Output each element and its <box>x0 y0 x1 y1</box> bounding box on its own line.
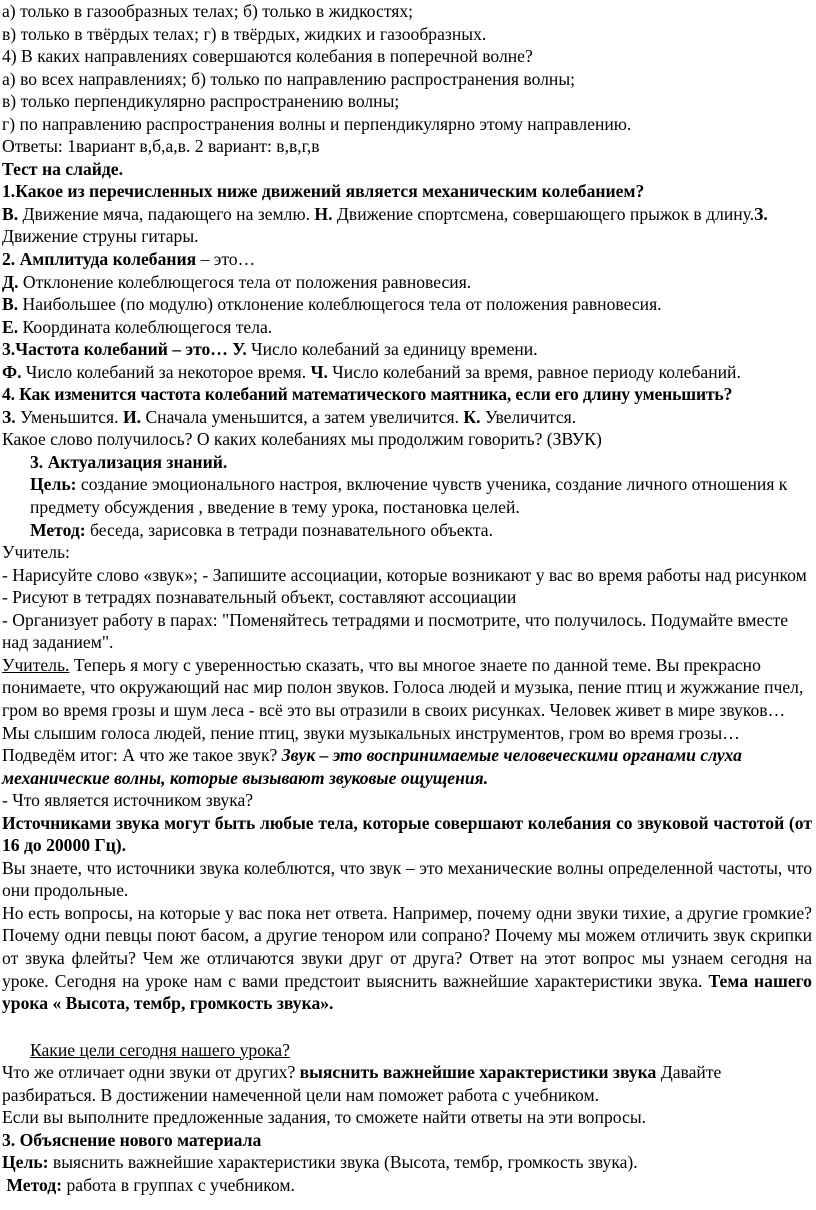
option-letter: З. <box>2 406 16 427</box>
difference-paragraph <box>2 1061 812 1106</box>
source-question: - Что является источником звука? <box>2 790 254 811</box>
difference-rest: Давайте разбираться. В достижении намеченной цели нам поможет работа с учебником. <box>2 1062 722 1105</box>
option-letter: З. <box>754 203 768 224</box>
option-letter: Д. <box>2 271 19 292</box>
option-letter: И. <box>122 406 142 427</box>
option-letter: В. <box>2 294 19 315</box>
teacher-label: Учитель: <box>2 542 70 563</box>
option-letter: Е. <box>2 316 19 337</box>
option-text: Движение струны гитары. <box>2 226 199 247</box>
bullet-item: - Организует работу в парах: "Поменяйтесь тетрадями и посмотрите, что получилось. Подумайте вместе над заданием". <box>2 609 789 653</box>
section-4-title: 3. Объяснение нового материала <box>2 1129 262 1150</box>
test-answer <box>2 361 812 384</box>
answer-options-line: г) по направлению распространения волны и перпендикулярно этому направлению. <box>2 113 632 134</box>
goal-text: создание эмоционального настроя, включение чувств ученика, создание личного отношения к предмету обсуждения , введение в тему урока, постановка целей. <box>30 474 788 518</box>
test-heading: Тест на слайде. <box>2 158 123 179</box>
method-text: беседа, зарисовка в тетради познавательного объекта. <box>85 519 493 540</box>
test-question-3 <box>2 338 812 361</box>
section-3-method <box>2 519 812 542</box>
option-text: Увеличится. <box>480 406 577 427</box>
test-question-1: 1.Какое из перечисленных ниже движений является механическим колебанием? <box>2 181 645 202</box>
question-bold: 3.Частота колебаний – это… <box>2 339 233 360</box>
test-answers-1 <box>2 203 812 248</box>
teacher-paragraph <box>2 654 812 744</box>
option-letter: Н. <box>314 203 333 224</box>
method-label: Метод: <box>30 519 86 540</box>
test-question-2 <box>2 248 812 271</box>
teacher-text: Теперь я могу с уверенностью сказать, что вы многое знаете по данной теме. Вы прекрасно понимаете, что окружающий нас мир полон звуков. Голоса людей и музыка, пение птиц и жужжание пчел, гром во время грозы и шум леса - всё это вы отразили в своих рисунках. Человек живет в мире звуков… Мы слышим голоса людей, пение птиц, звуки музыкальных инструментов, гром во время грозы… <box>2 654 804 743</box>
option-letter: В. <box>2 203 19 224</box>
know-paragraph: Вы знаете, что источники звука колеблются, что звук – это механические волны определенной частоты, что они продольные. <box>2 857 812 901</box>
test-answer <box>2 316 812 339</box>
goal-label: Цель: <box>30 474 77 495</box>
option-letter: Ч. <box>310 361 328 382</box>
questions-text: Но есть вопросы, на которые у вас пока нет ответа. Например, почему одни звуки тихие, а другие громкие? Почему одни певцы поют басом, а другие тенором или сопрано? Почему мы можем отличить звук скрипки от звука флейты? Чем же отличаются звуки друг от друга? Ответ на этот вопрос мы узнаем сегодня на уроке. Сегодня на уроке нам с вами предстоит выяснить важнейшие характеристики звука. <box>2 902 812 991</box>
option-text: Сначала уменьшится, а затем увеличится. <box>141 406 464 427</box>
bullet-item: - Нарисуйте слово «звук»; - Запишите ассоциации, которые возникают у вас во время работы над рисунком <box>2 564 807 585</box>
option-text: Число колебаний за время, равное периоду колебаний. <box>327 361 741 382</box>
option-text: Уменьшится. <box>15 406 123 427</box>
questions-paragraph <box>2 902 812 1015</box>
teacher-label-underlined: Учитель. <box>2 654 70 675</box>
answer-options-line: в) только в твёрдых телах; г) в твёрдых, жидких и газообразных. <box>2 23 487 44</box>
goal-label: Цель: <box>2 1152 49 1173</box>
word-question: Какое слово получилось? О каких колебаниях мы продолжим говорить? (ЗВУК) <box>2 429 602 450</box>
lesson-topic: Тема нашего урока « Высота, тембр, громкость звука». <box>2 970 812 1014</box>
bullet-item: - Рисуют в тетрадях познавательный объект, составляют ассоциации <box>2 587 517 608</box>
option-text: Координата колеблющегося тела. <box>18 316 273 337</box>
option-letter: Ф. <box>2 361 22 382</box>
question-4: 4) В каких направлениях совершаются колебания в поперечной волне? <box>2 46 533 67</box>
if-paragraph: Если вы выполните предложенные задания, то сможете найти ответы на эти вопросы. <box>2 1107 647 1128</box>
goals-question <box>2 1039 812 1062</box>
answer-options-line: в) только перпендикулярно распространению волны; <box>2 91 400 112</box>
option-text: Наибольшее (по модулю) отклонение колеблющегося тела от положения равновесия. <box>18 294 662 315</box>
sound-definition: Звук – это воспринимаемые человеческими органами слуха механические волны, которые вызывают звуковые ощущения. <box>2 745 742 788</box>
goals-question-text: Какие цели сегодня нашего урока? <box>30 1039 290 1060</box>
option-letter: У. <box>232 339 247 360</box>
option-text: Движение мяча, падающего на землю. <box>18 203 315 224</box>
option-letter: К. <box>463 406 481 427</box>
test-answer <box>2 406 812 429</box>
answer-options-line: а) во всех направлениях; б) только по направлению распространения волны; <box>2 68 576 89</box>
spacer <box>2 1015 812 1039</box>
option-text: Число колебаний за единицу времени. <box>246 339 538 360</box>
test-answer <box>2 293 812 316</box>
option-text: Движение спортсмена, совершающего прыжок в длину. <box>332 203 755 224</box>
section-4-method <box>2 1174 812 1197</box>
option-text: Отклонение колеблющегося тела от положения равновесия. <box>18 271 472 292</box>
source-answer: Источниками звука могут быть любые тела, которые совершают колебания со звуковой частотой (от 16 до 20000 Гц). <box>2 812 812 856</box>
section-4-goal <box>2 1151 812 1174</box>
summary-text: Подведём итог: А что же такое звук? <box>2 745 282 766</box>
test-answer <box>2 271 812 294</box>
section-3-goal <box>2 473 812 518</box>
summary-paragraph <box>2 744 812 789</box>
difference-text: Что же отличает одни звуки от других? <box>2 1062 300 1083</box>
answer-options-line: а) только в газообразных телах; б) только в жидкостях; <box>2 1 414 21</box>
section-3-title: 3. Актуализация знаний. <box>30 451 228 472</box>
goal-text: выяснить важнейшие характеристики звука (Высота, тембр, громкость звука). <box>48 1152 638 1173</box>
method-label: Метод: <box>6 1174 63 1195</box>
option-text: Число колебаний за некоторое время. <box>21 361 311 382</box>
question-bold: 2. Амплитуда колебания <box>2 249 197 270</box>
method-text: работа в группах с учебником. <box>62 1174 295 1195</box>
question-rest: – это… <box>196 249 256 270</box>
answers-line: Ответы: 1вариант в,б,а,в. 2 вариант: в,в,г,в <box>2 136 320 157</box>
test-question-4: 4. Как изменится частота колебаний математического маятника, если его длину уменьшить? <box>2 384 733 405</box>
difference-bold: выяснить важнейшие характеристики звука <box>299 1062 657 1083</box>
